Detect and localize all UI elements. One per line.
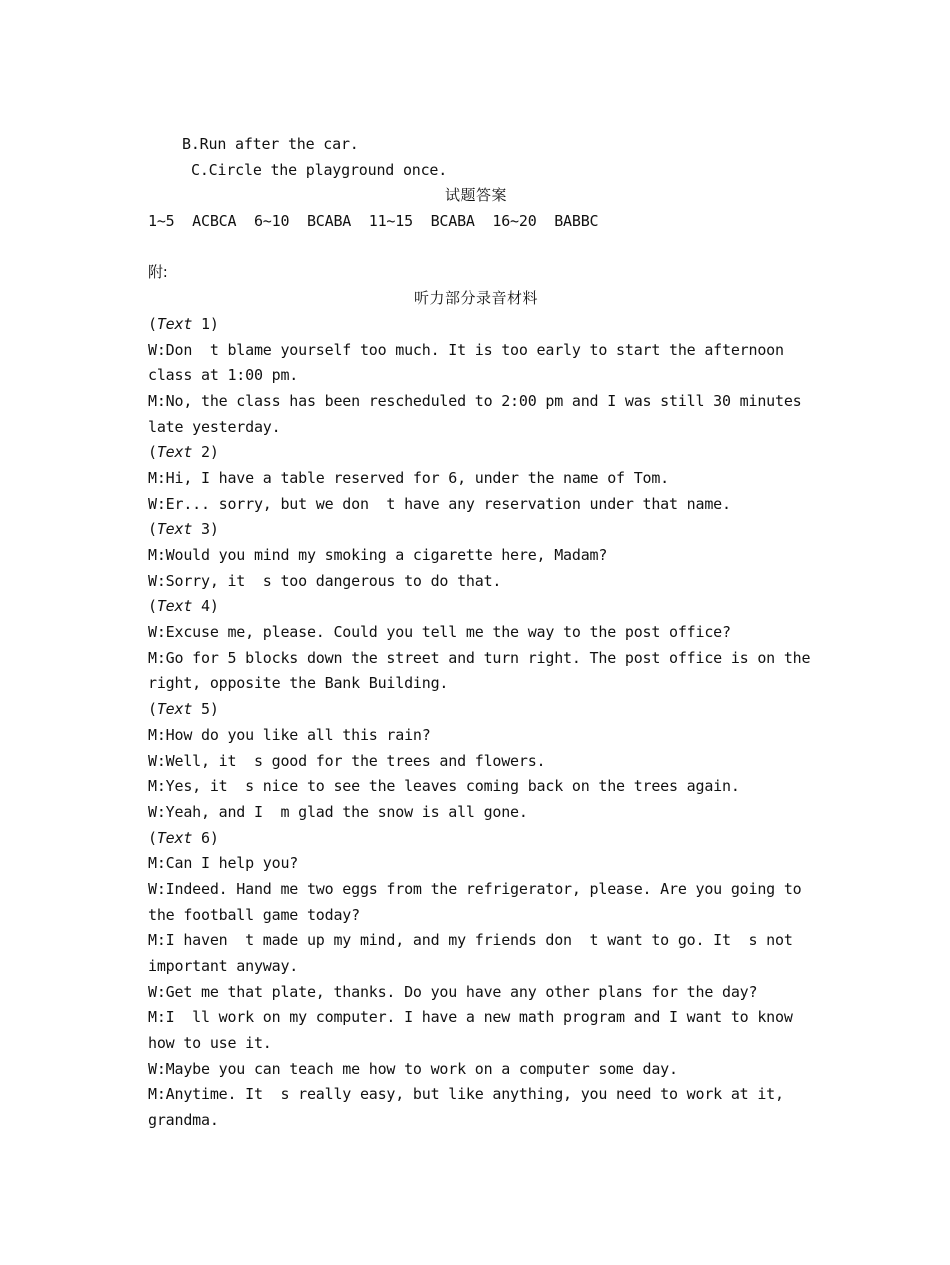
marker-open: ( <box>148 443 157 462</box>
option-b: B.Run after the car. <box>182 135 359 153</box>
marker-label: Text <box>156 520 193 539</box>
text-marker-2 <box>148 440 828 466</box>
marker-open: ( <box>148 828 157 847</box>
option-c: C.Circle the playground once. <box>191 160 448 179</box>
dialogue-line: grandma. <box>148 1111 219 1130</box>
dialogue-line: M:I haven t made up my mind, and my friends don t want to go. It s not <box>148 931 793 950</box>
marker-number: 1) <box>192 314 219 333</box>
dialogue-line: M:How do you like all this rain? <box>148 725 431 744</box>
spacer <box>148 235 828 261</box>
dialogue-line: M:Hi, I have a table reserved for 6, under the name of Tom. <box>148 468 670 487</box>
marker-label: Text <box>156 443 193 462</box>
dialogue-line: M:No, the class has been rescheduled to 2:00 pm and I was still 30 minutes <box>148 391 802 410</box>
marker-number: 2) <box>192 443 219 462</box>
marker-label: Text <box>156 828 193 847</box>
marker-label: Text <box>156 314 193 333</box>
marker-number: 5) <box>192 700 219 719</box>
dialogue-line: W:Excuse me, please. Could you tell me the way to the post office? <box>148 623 731 642</box>
text-marker-1 <box>148 312 828 338</box>
marker-open: ( <box>148 314 157 333</box>
text-marker-4 <box>148 594 828 620</box>
text-marker-6 <box>148 826 828 852</box>
marker-number: 4) <box>192 597 219 616</box>
dialogue-line: W:Well, it s good for the trees and flowers. <box>148 751 546 770</box>
dialogue-line: W:Don t blame yourself too much. It is too early to start the afternoon <box>148 340 784 359</box>
marker-open: ( <box>148 597 157 616</box>
text-marker-3 <box>148 517 828 543</box>
dialogue-line: W:Er... sorry, but we don t have any reservation under that name. <box>148 494 731 513</box>
dialogue-line: M:Can I help you? <box>148 854 299 873</box>
marker-number: 3) <box>192 520 219 539</box>
dialogue-line: class at 1:00 pm. <box>148 366 299 385</box>
dialogue-line: W:Maybe you can teach me how to work on a computer some day. <box>148 1059 678 1078</box>
dialogue-line: right, opposite the Bank Building. <box>148 674 449 693</box>
text-marker-5 <box>148 697 828 723</box>
document-content <box>148 132 828 1134</box>
dialogue-line: M:Yes, it s nice to see the leaves coming back on the trees again. <box>148 777 740 796</box>
answers-line: 1~5 ACBCA 6~10 BCABA 11~15 BCABA 16~20 BABBC <box>148 212 599 231</box>
marker-label: Text <box>156 700 193 719</box>
dialogue-line: W:Sorry, it s too dangerous to do that. <box>148 571 502 590</box>
marker-number: 6) <box>192 828 219 847</box>
dialogue-line: important anyway. <box>148 957 299 975</box>
dialogue-line: M:Would you mind my smoking a cigarette here, Madam? <box>148 546 608 564</box>
dialogue-line: W:Indeed. Hand me two eggs from the refrigerator, please. Are you going to <box>148 879 802 898</box>
dialogue-line: M:I ll work on my computer. I have a new math program and I want to know <box>148 1008 793 1027</box>
dialogue-line: W:Get me that plate, thanks. Do you have any other plans for the day? <box>148 982 758 1001</box>
marker-open: ( <box>148 700 157 719</box>
marker-label: Text <box>156 597 193 616</box>
dialogue-line: M:Go for 5 blocks down the street and turn right. The post office is on the <box>148 648 811 667</box>
dialogue-line: W:Yeah, and I m glad the snow is all gone. <box>148 802 528 821</box>
dialogue-line: the football game today? <box>148 905 360 924</box>
dialogue-line: M:Anytime. It s really easy, but like anything, you need to work at it, <box>148 1085 784 1104</box>
marker-open: ( <box>148 520 157 539</box>
dialogue-line: late yesterday. <box>148 417 281 436</box>
appendix-label: 附: <box>148 263 168 282</box>
dialogue-line: how to use it. <box>148 1034 272 1053</box>
answers-title: 试题答案 <box>444 186 507 205</box>
listening-transcript-title: 听力部分录音材料 <box>413 289 538 308</box>
